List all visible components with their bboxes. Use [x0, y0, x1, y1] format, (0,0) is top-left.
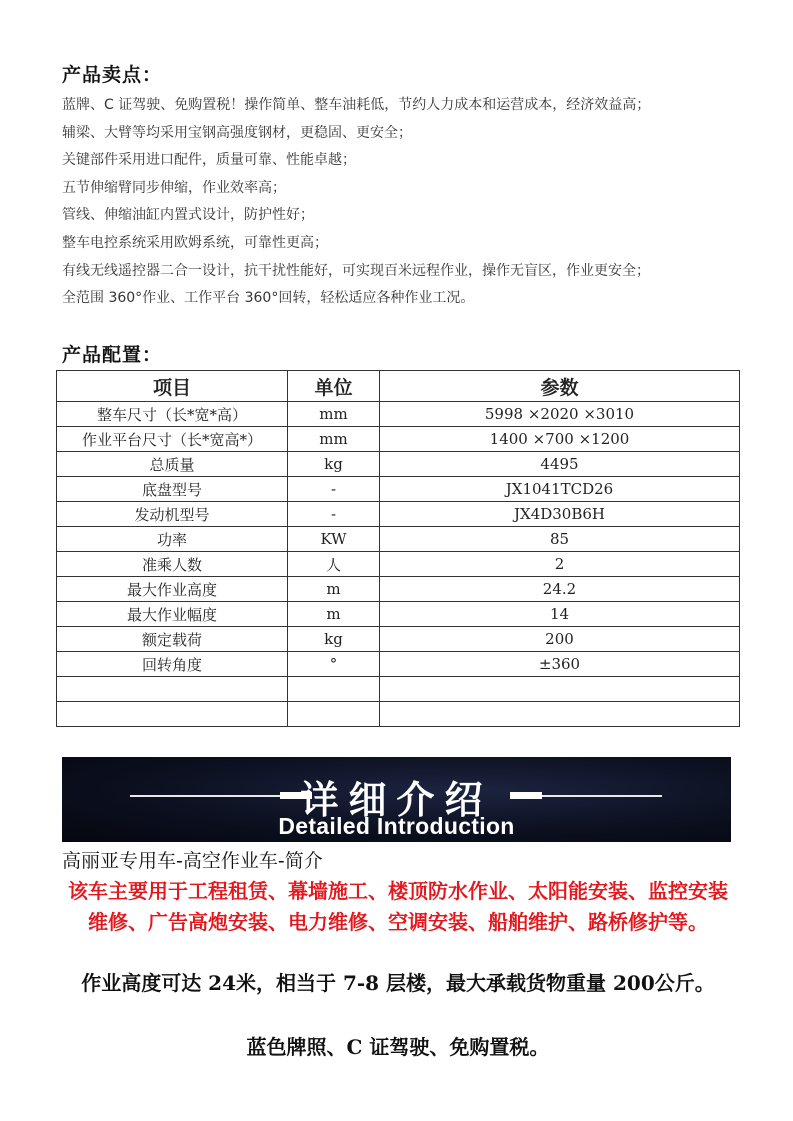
selling-point-item: 蓝牌、C 证驾驶、免购置税！操作简单、整车油耗低，节约人力成本和运营成本，经济效益高；	[62, 97, 651, 113]
cell-unit: kg	[288, 452, 380, 477]
selling-point-item: 五节伸缩臂同步伸缩，作业效率高；	[62, 179, 286, 196]
cell-item: 底盘型号	[57, 477, 288, 502]
selling-point-item: 有线无线遥控器二合一设计，抗干扰性能好，可实现百米远程作业，操作无盲区，作业更安全；	[62, 262, 650, 279]
cell-item: 整车尺寸（长*宽*高）	[57, 402, 288, 427]
cell-param: 5998 ×2020 ×3010	[380, 402, 740, 427]
table-row	[57, 527, 740, 552]
cell-item: 发动机型号	[57, 502, 288, 527]
header-unit: 单位	[288, 371, 380, 402]
selling-point-item: 管线、伸缩油缸内置式设计，防护性好；	[62, 207, 314, 224]
banner-title-cn: 详细介绍	[300, 778, 493, 822]
table-row	[57, 552, 740, 577]
spec-table	[56, 370, 740, 727]
cell-unit: -	[288, 477, 380, 502]
cell-item: 作业平台尺寸（长*宽高*）	[57, 427, 288, 452]
selling-point-item: 辅梁、大臂等均采用宝钢高强度钢材，更稳固、更安全；	[62, 124, 412, 141]
cell-param: 200	[380, 627, 740, 652]
table-row	[57, 502, 740, 527]
table-row	[57, 402, 740, 427]
cell-param	[380, 677, 740, 702]
cell-item: 准乘人数	[57, 552, 288, 577]
cell-param: JX1041TCD26	[380, 477, 740, 502]
config-title: 产品配置：	[62, 344, 163, 366]
cell-unit	[288, 677, 380, 702]
selling-points-list	[62, 92, 762, 313]
height-description: 作业高度可达 24米，相当于 7-8 层楼，最大承载货物重量 200公斤。	[81, 971, 715, 995]
table-row	[57, 452, 740, 477]
cell-item: 额定载荷	[57, 627, 288, 652]
table-row	[57, 577, 740, 602]
usage-description: 该车主要用于工程租赁、幕墙施工、楼顶防水作业、太阳能安装、监控安装维修、广告高炮安装、电力维修、空调安装、船舶维护、路桥修护等。	[68, 879, 728, 934]
license-description: 蓝色牌照、C 证驾驶、免购置税。	[246, 1035, 550, 1059]
cell-item: 总质量	[57, 452, 288, 477]
cell-unit: mm	[288, 427, 380, 452]
cell-item	[57, 702, 288, 727]
header-item: 项目	[57, 371, 288, 402]
cell-unit: 人	[288, 552, 380, 577]
table-row	[57, 702, 740, 727]
table-row	[57, 602, 740, 627]
table-row	[57, 627, 740, 652]
selling-point-item: 关键部件采用进口配件，质量可靠、性能卓越；	[62, 152, 356, 169]
cell-item: 最大作业幅度	[57, 602, 288, 627]
cell-unit	[288, 702, 380, 727]
cell-param: JX4D30B6H	[380, 502, 740, 527]
cell-unit: KW	[288, 527, 380, 552]
cell-param: ±360	[380, 652, 740, 677]
selling-point-item: 全范围 360°作业、工作平台 360°回转，轻松适应各种作业工况。	[62, 290, 475, 307]
table-row	[57, 427, 740, 452]
cell-param	[380, 702, 740, 727]
cell-unit: m	[288, 602, 380, 627]
intro-title: 高丽亚专用车-高空作业车-简介	[62, 850, 323, 872]
table-row	[57, 652, 740, 677]
cell-unit: m	[288, 577, 380, 602]
cell-param: 85	[380, 527, 740, 552]
detail-intro-banner	[62, 757, 731, 842]
cell-param: 1400 ×700 ×1200	[380, 427, 740, 452]
cell-param: 14	[380, 602, 740, 627]
selling-points-title: 产品卖点：	[62, 64, 163, 86]
header-param: 参数	[380, 371, 740, 402]
cell-param: 4495	[380, 452, 740, 477]
cell-item	[57, 677, 288, 702]
table-row	[57, 477, 740, 502]
table-row	[57, 677, 740, 702]
cell-param: 24.2	[380, 577, 740, 602]
cell-item: 功率	[57, 527, 288, 552]
cell-param: 2	[380, 552, 740, 577]
cell-unit: -	[288, 502, 380, 527]
selling-point-item: 整车电控系统采用欧姆系统，可靠性更高；	[62, 234, 328, 251]
cell-item: 回转角度	[57, 652, 288, 677]
table-header-row	[57, 371, 740, 402]
cell-unit: °	[288, 652, 380, 677]
banner-title-en: Detailed Introduction	[278, 813, 515, 839]
cell-item: 最大作业高度	[57, 577, 288, 602]
cell-unit: kg	[288, 627, 380, 652]
cell-unit: mm	[288, 402, 380, 427]
